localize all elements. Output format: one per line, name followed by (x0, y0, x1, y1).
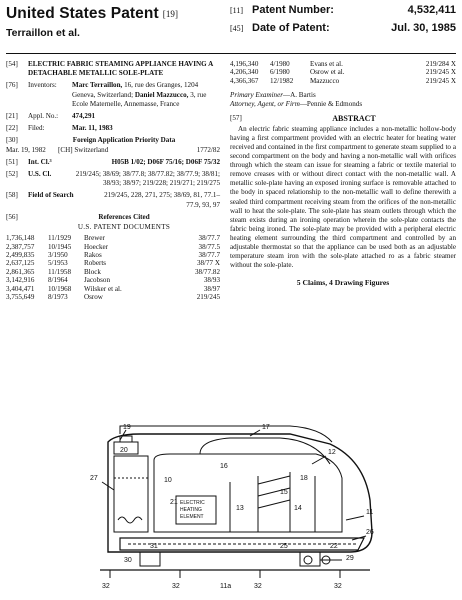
date-row (230, 22, 456, 40)
citation-row: 2,387,757 10/1945 Hoecker 38/77.5 (6, 242, 220, 251)
invention-title: ELECTRIC FABRIC STEAMING APPLIANCE HAVING A DETACHABLE METALLIC SOLE-PLATE (28, 60, 213, 78)
ref-label: 20 (120, 447, 128, 454)
ref-label: 30 (124, 557, 132, 564)
foreign-priority-row: Mar. 19, 1982 [CH] Switzerland 1772/82 (6, 145, 220, 154)
foreign-priority-entry: [30] Foreign Application Priority Data (6, 136, 176, 145)
citation-row: 4,366,367 12/1982 Mazzucco 219/245 X (230, 76, 456, 85)
ref-label: 31 (150, 543, 158, 550)
patent-number: 4,532,411 (407, 4, 456, 16)
field-of-search-entry: [58] Field of Search 219/245, 228, 271, 275; 38/69, 81, 77.1–77.9, 93, 97 (6, 191, 220, 209)
ref-label: 27 (90, 475, 98, 482)
citation-row: 1,736,148 11/1929 Brewer 38/77.7 (6, 234, 220, 243)
ref-label: 16 (220, 463, 228, 470)
inventors-short: Terraillon et al. (6, 27, 80, 39)
ref-label: 29 (346, 555, 354, 562)
filed-entry: [22] Filed: Mar. 11, 1983 (6, 124, 113, 133)
bibliographic-column (6, 60, 220, 302)
application-number-entry: [21] Appl. No.: 474,291 (6, 112, 96, 121)
citation-row: 3,142,916 8/1964 Jacobson 38/93 (6, 276, 220, 285)
patent-date: Jul. 30, 1985 (391, 22, 456, 34)
ref-label: 14 (294, 505, 302, 512)
citation-row: 2,637,125 5/1953 Roberts 38/77 X (6, 259, 220, 268)
date-code: [45] (230, 24, 244, 33)
citation-list (6, 234, 220, 301)
abstract-heading: [57] ABSTRACT (230, 113, 376, 123)
us-cl-entry: [52] U.S. Cl. 219/245; 38/69; 38/77.8; 38/77.82; 38/77.9; 38/81; 38/93; 38/97; 219/228; 219/271; 219/275 (6, 170, 220, 188)
abstract-text: An electric fabric steaming appliance includes a non-metallic hollow-body having a first compartment provided with an electric heater for heating water received and contained in the first compartment to generate steam supplied to a second compartment on the body and having a non-metallic wall with orifices through which the steam can issue for steaming a fabric or textile material to remove creases with or without direct contact with the non-metallic wall. A metallic sole-plate having an exposed ironing surface is removable attached to the body in spaced relationship to the non-metallic wall to define therewith a sealed third compartment receiving steam from the orifices of the non-metallic wall to heat the sole-plate. The sole-plate has steam outlets through which the steam exists during an ironing operation wherein the sole-plate contacts the fabric being ironed. The sole-plate may be provided with a peripheral electric heating element surrounding the third compartment and controlled by an adjustable thermostat so that the appliance can be used both as an adjustable temperature steam iron with the sole-plate attached ro as a fabric steamer without the sole-plate. (230, 124, 456, 270)
patent-office-title: United States Patent [19] (6, 5, 179, 22)
ref-label: 19 (123, 424, 131, 431)
ref-label: 32 (172, 583, 180, 590)
patent-number-label: Patent Number: (252, 4, 334, 16)
header-right (230, 4, 456, 40)
citation-row: 4,206,340 6/1980 Osrow et al. 219/245 X (230, 68, 456, 77)
patent-number-row (230, 4, 456, 22)
references-entry: [56] References Cited (6, 212, 150, 221)
primary-examiner: Primary Examiner—A. Bartis (230, 91, 316, 100)
citation-row: 3,755,649 8/1973 Osrow 219/245 (6, 293, 220, 302)
heater-label: ELEMENT (180, 514, 204, 520)
ref-label: 32 (334, 583, 342, 590)
ref-label: 17 (262, 424, 270, 431)
ref-label: 11a (220, 583, 232, 590)
citation-row: 3,404,471 10/1968 Wilsker et al. 38/97 (6, 284, 220, 293)
patent-number-code: [11] (230, 6, 244, 15)
ref-label: 25 (280, 543, 288, 550)
citation-row: 2,499,835 3/1950 Rakos 38/77.7 (6, 251, 220, 260)
date-label: Date of Patent: (252, 22, 330, 34)
ref-label: 12 (328, 449, 336, 456)
claims-summary: 5 Claims, 4 Drawing Figures (296, 278, 390, 288)
ref-label: 21 (170, 499, 178, 506)
heater-label: HEATING (180, 507, 202, 513)
ref-label: 18 (300, 475, 308, 482)
heater-label: ELECTRIC (180, 500, 205, 506)
patent-drawing (80, 420, 382, 596)
header-left (6, 5, 221, 39)
citation-row: 4,196,340 4/1980 Evans et al. 219/284 X (230, 60, 456, 68)
ref-label: 15 (280, 489, 288, 496)
ref-label: 11 (366, 509, 374, 516)
ref-label: 22 (330, 543, 338, 550)
steamer-cross-section-figure (80, 420, 382, 596)
ref-label: 10 (164, 477, 172, 484)
ref-label: 26 (366, 529, 374, 536)
title-entry: [54] ELECTRIC FABRIC STEAMING APPLIANCE HAVING A DETACHABLE METALLIC SOLE-PLATE (6, 60, 220, 78)
attorney: Attorney, Agent, or Firm—Pennie & Edmonds (230, 100, 363, 109)
us-patent-documents-head: U.S. PATENT DOCUMENTS (77, 223, 171, 232)
ref-label: 32 (254, 583, 262, 590)
ref-label: 13 (236, 505, 244, 512)
inventors-entry: [76] Inventors: Marc Terraillon, 16, rue des Granges, 1204 Geneva, Switzerland; Daniel Mazzucco, 3, rue Ecole Maternelle, Annemasse, France (6, 81, 207, 108)
ref-label: 32 (102, 583, 110, 590)
int-cl-entry: [51] Int. Cl.³ H05B 1/02; D06F 75/16; D06F 75/32 (6, 157, 220, 166)
citation-list-continued (230, 60, 456, 85)
header-rule (6, 53, 456, 54)
abstract-column (230, 60, 456, 288)
title-code: [19] (162, 8, 179, 19)
citation-row: 2,861,365 11/1958 Block 38/77.82 (6, 267, 220, 276)
